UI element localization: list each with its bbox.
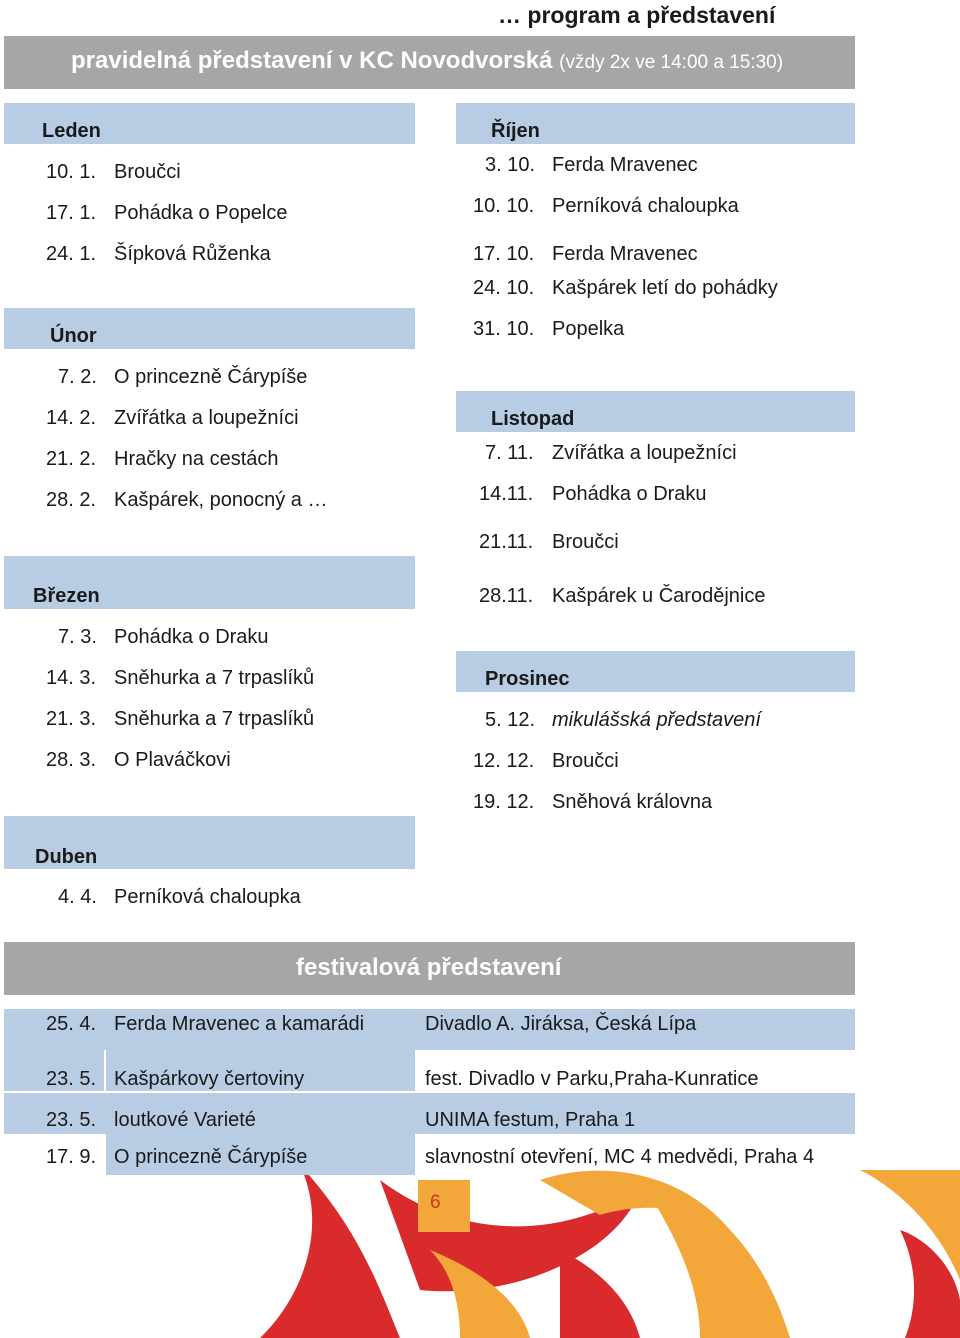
regular-shows-header — [4, 36, 855, 89]
month-heading-rijen: Říjen — [491, 120, 540, 142]
festival-heading: festivalová představení — [296, 954, 562, 981]
page-number: 6 — [430, 1192, 441, 1213]
regular-shows-subheading: (vždy 2x ve 14:00 a 15:30) — [559, 52, 784, 73]
regular-shows-heading: pravidelná představení v KC Novodvorská — [71, 47, 553, 74]
festival-header — [4, 942, 855, 995]
month-heading-duben: Duben — [35, 846, 98, 868]
month-heading-brezen: Březen — [33, 585, 100, 607]
month-heading-listopad: Listopad — [491, 408, 575, 430]
month-heading-unor: Únor — [50, 325, 97, 347]
month-heading-prosinec: Prosinec — [485, 668, 570, 690]
page-title: … program a představení — [498, 2, 776, 28]
month-heading-leden: Leden — [42, 120, 101, 142]
